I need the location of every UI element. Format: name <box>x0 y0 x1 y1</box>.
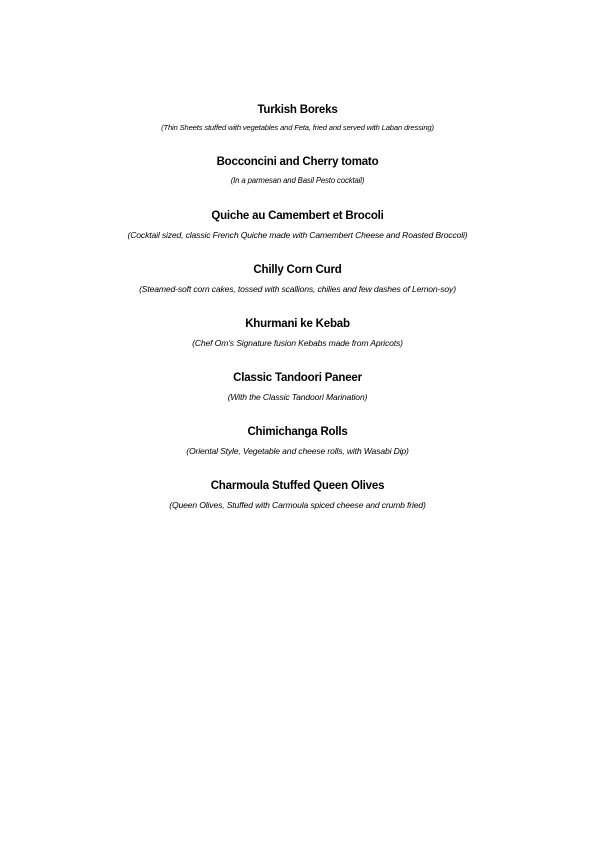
menu-item-description: (Cocktail sized, classic French Quiche made with Camembert Cheese and Roasted Broccoli) <box>127 230 468 240</box>
menu-item-bocconcini <box>0 154 595 208</box>
menu-item-description: (Queen Olives, Stuffed with Carmoula spiced cheese and crumb fried) <box>169 500 426 510</box>
menu-item-description: (Chef Om’s Signature fusion Kebabs made from Apricots) <box>192 338 403 348</box>
menu-item-name: Chilly Corn Curd <box>253 264 342 276</box>
menu-item-turkish-boreks <box>0 102 595 154</box>
menu-item-description: (Steamed-soft corn cakes, tossed with scallions, chilies and few dashes of Lemon-soy) <box>139 284 456 294</box>
menu-item-description: (Oriental Style, Vegetable and cheese rolls, with Wasabi Dip) <box>186 446 409 456</box>
menu-item-khurmani-kebab <box>0 316 595 370</box>
menu-item-tandoori-paneer <box>0 370 595 424</box>
menu-item-name: Quiche au Camembert et Brocoli <box>211 210 384 222</box>
menu-item-description: (In a parmesan and Basil Pesto cocktail) <box>230 176 365 185</box>
menu-item-name: Khurmani ke Kebab <box>245 318 350 330</box>
menu-item-name: Bocconcini and Cherry tomato <box>216 156 379 168</box>
menu-item-description: (With the Classic Tandoori Marination) <box>227 392 368 402</box>
menu-item-chilly-corn-curd <box>0 262 595 316</box>
menu-item-name: Chimichanga Rolls <box>247 426 348 438</box>
menu-item-quiche <box>0 208 595 262</box>
menu-item-charmoula-olives <box>0 478 595 532</box>
menu-item-name: Classic Tandoori Paneer <box>233 372 362 384</box>
menu-list <box>0 102 595 532</box>
menu-item-description: (Thin Sheets stuffed with vegetables and Feta, fried and served with Laban dressing) <box>161 123 434 132</box>
menu-item-name: Turkish Boreks <box>257 104 338 116</box>
menu-item-name: Charmoula Stuffed Queen Olives <box>210 480 385 492</box>
menu-item-chimichanga-rolls <box>0 424 595 478</box>
